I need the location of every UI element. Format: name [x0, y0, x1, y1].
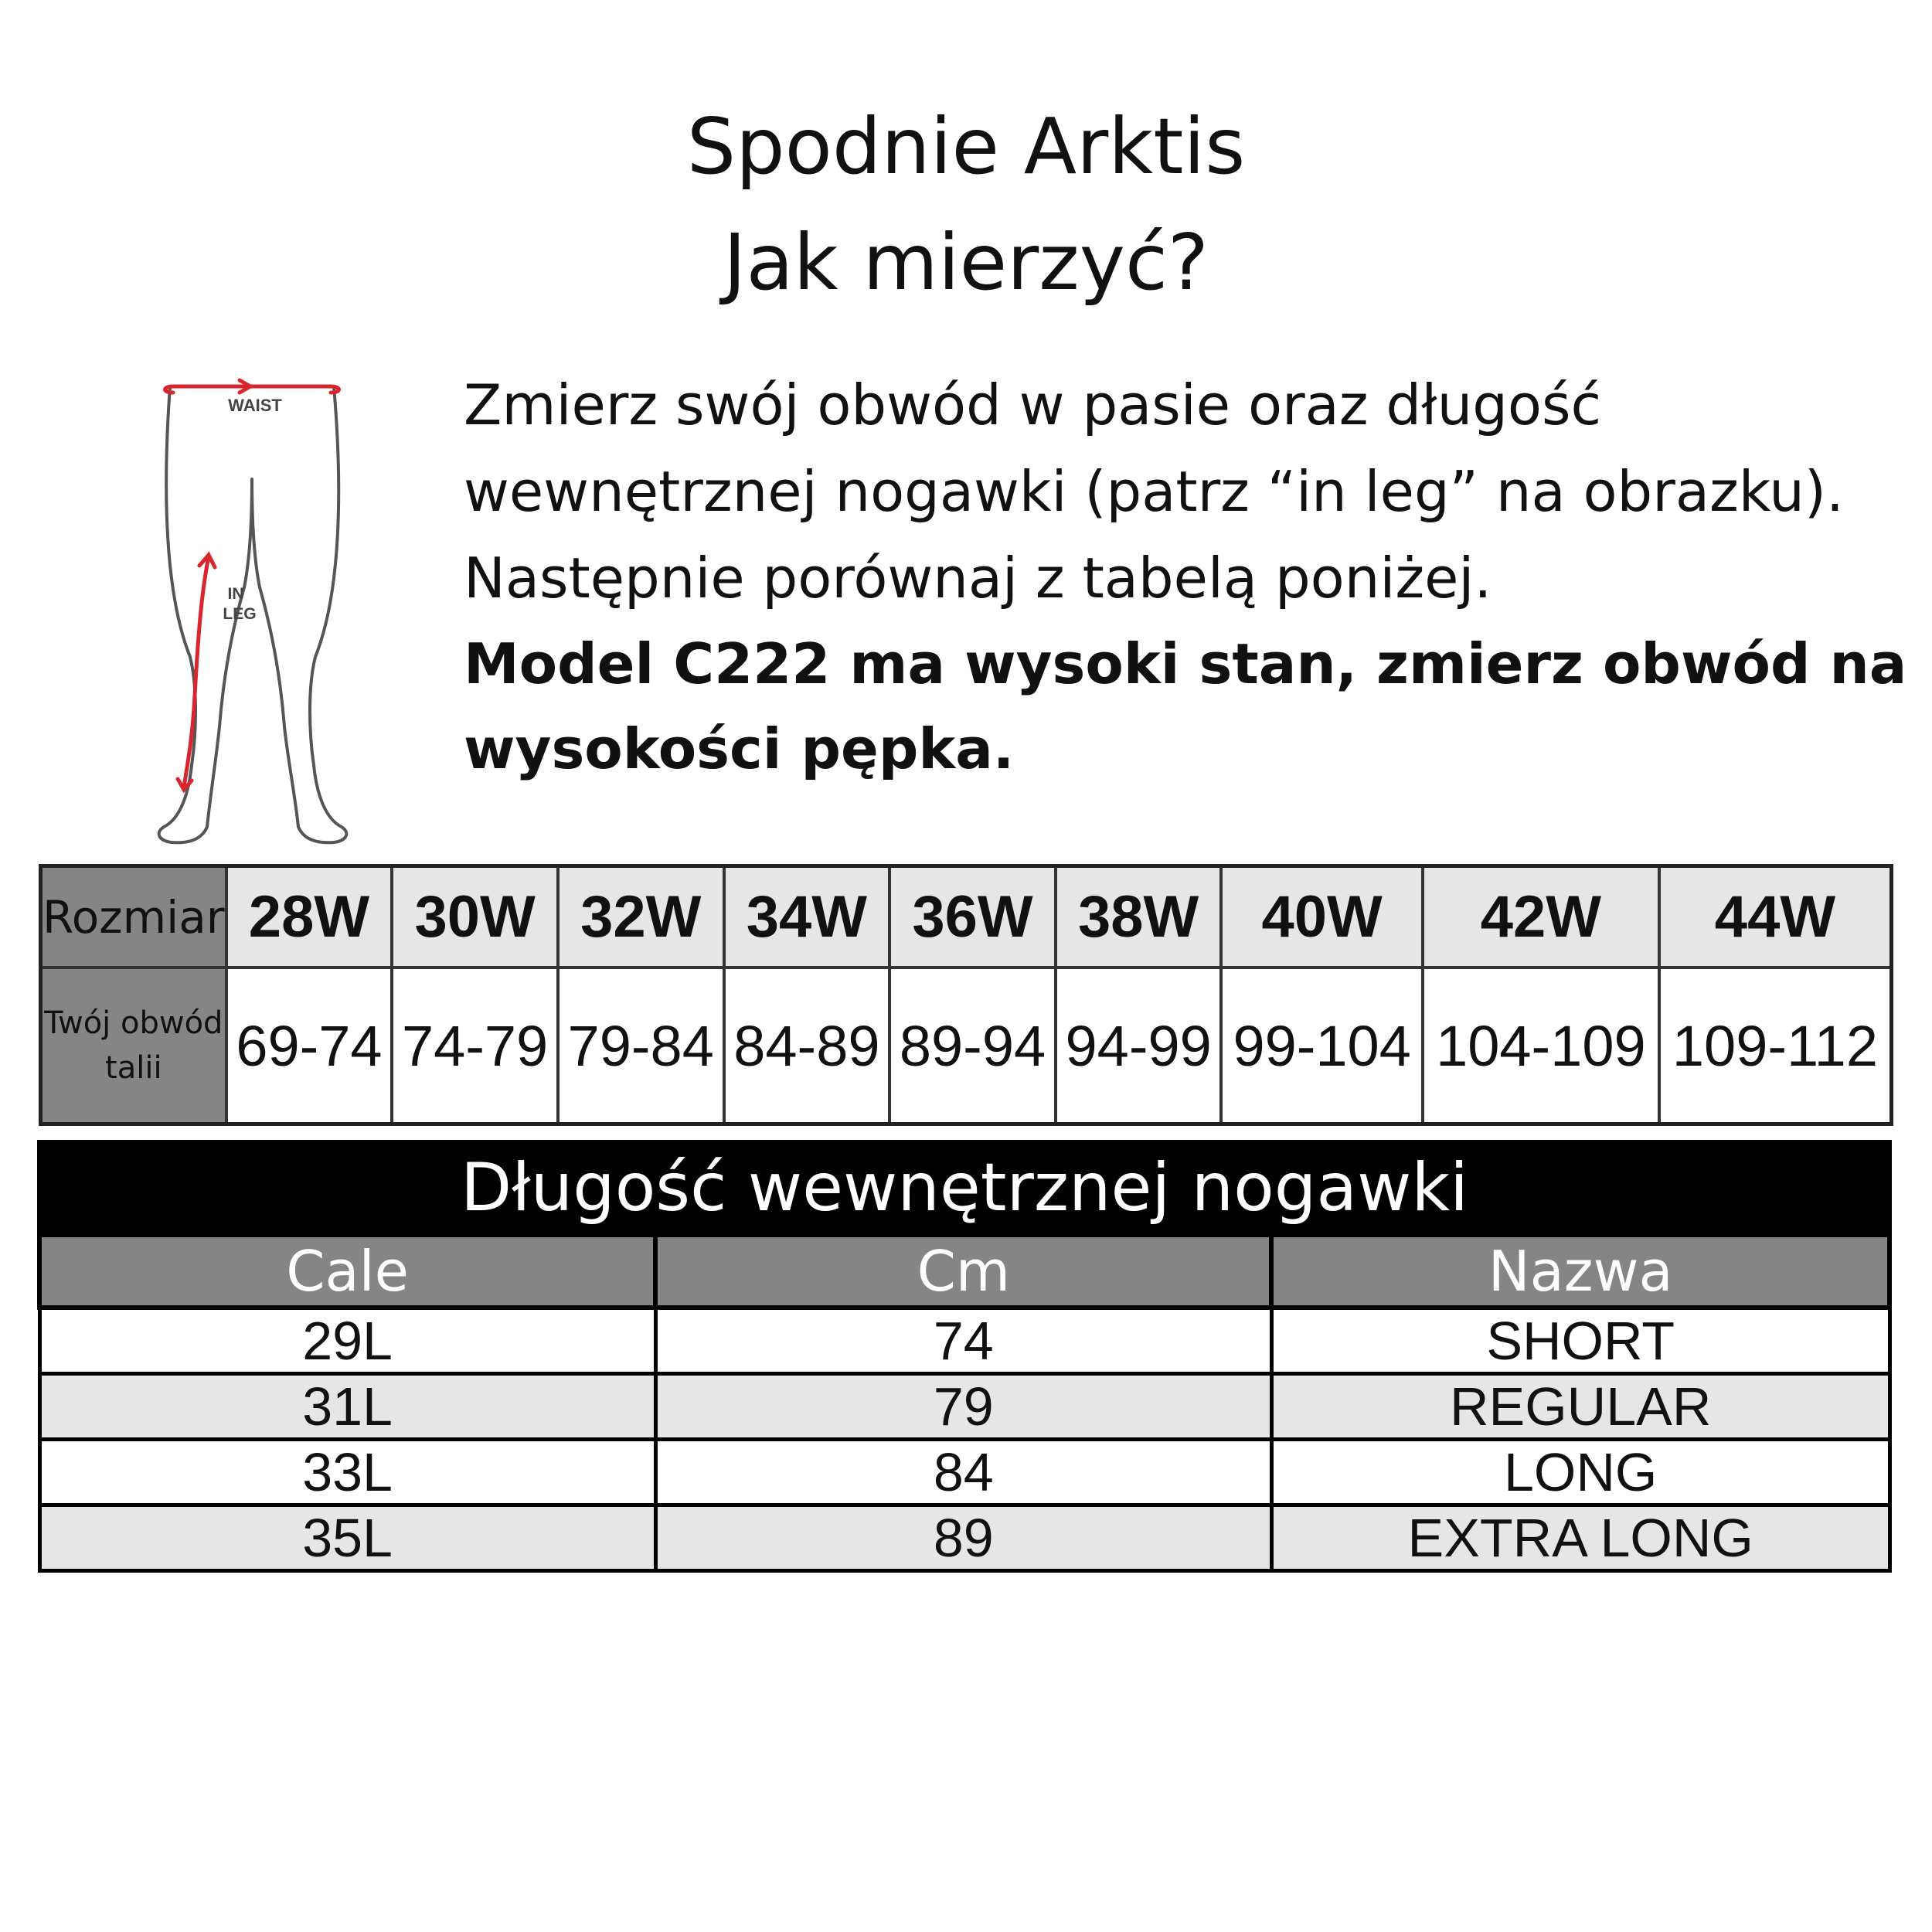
waist-range-cell: 94-99 — [1056, 968, 1222, 1124]
waist-label: WAIST — [228, 396, 282, 415]
inseam-col-header: Cale — [39, 1235, 655, 1308]
size-cell: 34W — [724, 866, 890, 968]
model-note: wysokości pępka. — [464, 716, 1015, 781]
instruction-line: Zmierz swój obwód w pasie oraz długość — [464, 372, 1602, 437]
waist-range-cell: 89-94 — [889, 968, 1056, 1124]
inseam-col-header: Cm — [655, 1235, 1271, 1308]
instruction-line: Następnie porównaj z tabelą poniżej. — [464, 546, 1492, 611]
waist-row-label — [41, 968, 226, 1124]
inseam-name: LONG — [1271, 1440, 1889, 1505]
pants-measure-figure — [124, 363, 386, 858]
inseam-cm: 84 — [655, 1440, 1271, 1505]
size-row-label: Rozmiar — [41, 866, 226, 968]
table-row — [39, 1308, 1889, 1374]
waist-range-cell: 104-109 — [1423, 968, 1659, 1124]
table-row — [39, 1374, 1889, 1440]
size-cell: 38W — [1056, 866, 1222, 968]
inseam-header-row — [39, 1235, 1889, 1308]
size-cell: 44W — [1659, 866, 1892, 968]
size-cell: 40W — [1221, 866, 1422, 968]
inseam-cm: 74 — [655, 1308, 1271, 1374]
size-header-row — [41, 866, 1892, 968]
inseam-inches: 31L — [39, 1374, 655, 1440]
model-note: Model C222 ma wysoki stan, zmierz obwód na — [464, 631, 1907, 696]
waist-range-cell: 84-89 — [724, 968, 890, 1124]
waist-arrow-icon — [165, 380, 339, 393]
waist-range-cell: 79-84 — [558, 968, 724, 1124]
inseam-cm: 79 — [655, 1374, 1271, 1440]
inseam-inches: 33L — [39, 1440, 655, 1505]
waist-range-row — [41, 968, 1892, 1124]
waist-row-label-line2: talii — [105, 1050, 162, 1086]
inleg-arrow-icon — [178, 555, 215, 790]
table-row — [39, 1440, 1889, 1505]
waist-range-cell: 109-112 — [1659, 968, 1892, 1124]
size-cell: 42W — [1423, 866, 1659, 968]
page-subtitle: Jak mierzyć? — [723, 217, 1209, 308]
waist-range-cell: 74-79 — [392, 968, 558, 1124]
waist-range-cell: 69-74 — [226, 968, 393, 1124]
inleg-label: IN — [227, 585, 244, 603]
page-title: Spodnie Arktis — [686, 101, 1246, 192]
table-row — [39, 1505, 1889, 1571]
inseam-name: REGULAR — [1271, 1374, 1889, 1440]
size-cell: 36W — [889, 866, 1056, 968]
size-cell: 32W — [558, 866, 724, 968]
size-cell: 30W — [392, 866, 558, 968]
inseam-table-title: Długość wewnętrznej nogawki — [37, 1140, 1892, 1236]
inseam-name: SHORT — [1271, 1308, 1889, 1374]
inseam-cm: 89 — [655, 1505, 1271, 1571]
inseam-name: EXTRA LONG — [1271, 1505, 1889, 1571]
size-table — [39, 864, 1893, 1126]
inseam-inches: 29L — [39, 1308, 655, 1374]
instruction-line: wewnętrznej nogawki (patrz “in leg” na obrazku). — [464, 459, 1844, 524]
inleg-label-2: LEG — [223, 605, 257, 623]
inseam-col-header: Nazwa — [1271, 1235, 1889, 1308]
inseam-table — [37, 1233, 1892, 1573]
waist-row-label-line1: Twój obwód — [44, 1005, 223, 1041]
inseam-inches: 35L — [39, 1505, 655, 1571]
size-cell: 28W — [226, 866, 393, 968]
waist-range-cell: 99-104 — [1221, 968, 1422, 1124]
